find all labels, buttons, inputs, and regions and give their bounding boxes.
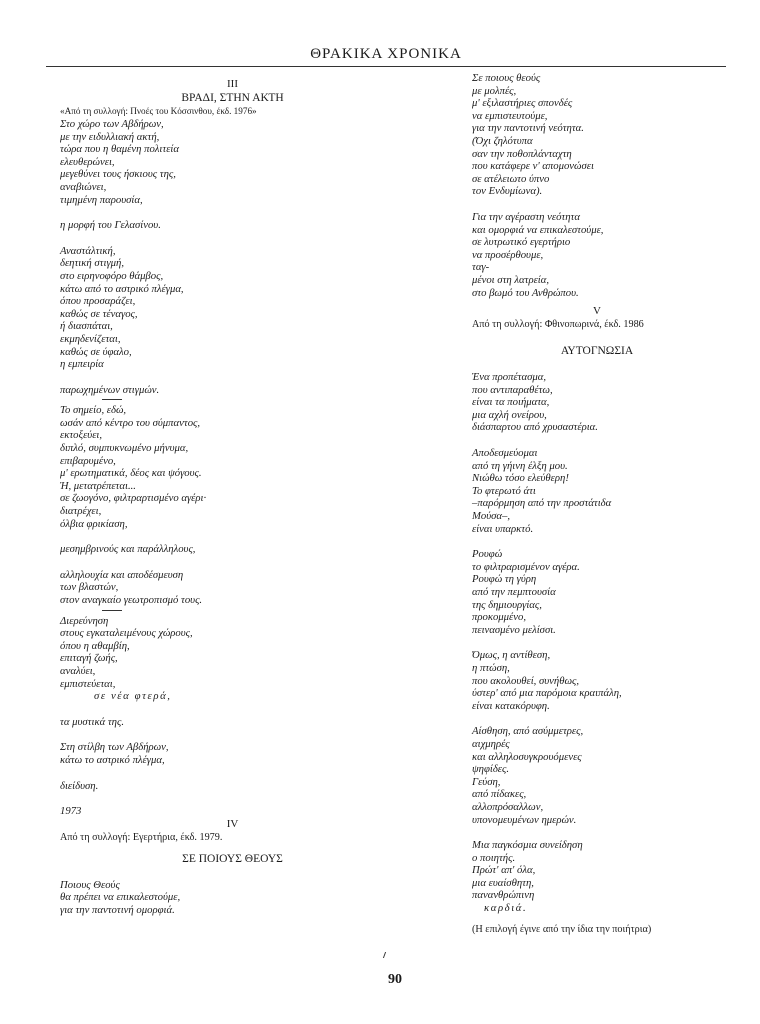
poem-source-iv: Από τη συλλογή: Εγερτήρια, έκδ. 1979. <box>60 831 223 843</box>
poem-line: (Όχι ζηλότυπα <box>472 134 533 147</box>
stanza-divider <box>102 399 122 400</box>
poem-line: τον Ενδυμίωνα). <box>472 185 543 198</box>
poem-line: Μια παγκόσμια συνείδηση <box>472 839 583 852</box>
poem-line: να εμπιστευτούμε, <box>472 109 548 122</box>
poem-line: εμπιστεύεται, <box>60 677 116 690</box>
poem-line: όπου προσαράζει, <box>60 295 136 308</box>
poem-line: από τη γήινη έλξη μου. <box>472 459 568 472</box>
poem-line: καρδιά. <box>484 902 528 915</box>
poem-line: ή διασπάται, <box>60 320 113 333</box>
poem-line: καθώς σε ύφαλο, <box>60 345 132 358</box>
poem-line: Ένα προπέτασμα, <box>472 371 547 384</box>
right-column <box>472 72 722 936</box>
poem-line: μια ευαίσθητη, <box>472 876 534 889</box>
poem-line: διείδυση. <box>60 779 99 792</box>
poem-line: με την ειδυλλιακή ακτή, <box>60 130 160 143</box>
poem-line: πανανθρώπινη <box>472 889 535 902</box>
section-numeral-v: V <box>593 305 601 318</box>
poem-line: Στη στίλβη των Αβδήρων, <box>60 741 169 754</box>
poem-line: υπονομευμένων ημερών. <box>472 813 577 826</box>
poem-line: Αίσθηση, από ασύμμετρες, <box>472 725 584 738</box>
poem-line: σε νέα φτερά, <box>94 690 172 703</box>
poem-line: πεινασμένο μελίσσι. <box>472 623 556 636</box>
poem-line: σε ατέλειωτο ύπνο <box>472 172 550 185</box>
poem-line: αλλοπρόσαλλων, <box>472 800 544 813</box>
poem-date: 1973 <box>60 805 82 818</box>
poem-title-bradi: ΒΡΑΔΙ, ΣΤΗΝ ΑΚΤΗ <box>181 92 284 104</box>
poem-line: εκμηδενίζεται, <box>60 332 121 345</box>
running-head: ΘΡΑΚΙΚΑ ΧΡΟΝΙΚΑ <box>310 46 462 62</box>
poem-line: τώρα που η θαμένη πολιτεία <box>60 143 180 156</box>
poem-line: Το σημείο, εδώ, <box>60 404 127 417</box>
poem-line: παρωχημένων στιγμών. <box>60 383 160 396</box>
poem-line: μ' εξιλαστήριες σπονδές <box>472 97 573 110</box>
poem-line: Για την αγέραστη νεότητα <box>472 210 580 223</box>
poem-line: Ρουφώ τη γύρη <box>472 573 537 586</box>
poem-line: αλληλουχία και αποδέσμευση <box>60 568 184 581</box>
poem-line: ύστερ' από μια παρόμοια κραιπάλη, <box>472 687 622 700</box>
poem-line: μεσημβρινούς και παράλληλους, <box>60 543 196 556</box>
poem-line: και αλληλοσυγκρουόμενες <box>472 750 582 763</box>
poem-line: που αντιπαραθέτω, <box>472 383 553 396</box>
poem-line: Ρουφώ <box>472 548 503 561</box>
header-rule <box>46 66 726 67</box>
poem-line: ο ποιητής. <box>472 851 516 864</box>
poem-line: για την παντοτινή νεότητα. <box>472 122 584 135</box>
poem-line: Όμως, η αντίθεση, <box>472 649 551 662</box>
section-numeral-iii: ΙΙΙ <box>227 78 238 90</box>
poem-line: μ' ερωτηματικά, δέος και ψόγους. <box>60 467 202 480</box>
poem-line: διπλό, συμπυκνωμένο μήνυμα, <box>60 442 189 455</box>
poem-line: σαν την ποθοπλάνταχτη <box>472 147 572 160</box>
poem-line: Διερεύνηση <box>60 614 109 627</box>
poem-line: σε ζωογόνο, φιλτραρτισμένο αγέρι· <box>60 492 207 505</box>
poem-line: είναι τα ποιήματα, <box>472 396 550 409</box>
poem-line: κάτω από το αστρικό πλέγμα, <box>60 282 184 295</box>
poem-line: είναι κατακόρυφη. <box>472 699 550 712</box>
poem-title-se-poious-theous: ΣΕ ΠΟΙΟΥΣ ΘΕΟΥΣ <box>182 852 283 865</box>
poem-line: που ακολουθεί, συνήθως, <box>472 674 580 687</box>
poem-line: ταγ- <box>472 261 490 274</box>
poem-line: Αναστάλτική, <box>60 244 116 257</box>
poem-line: στους εγκαταλειμένους χώρους, <box>60 627 193 640</box>
poem-line: Γεύση, <box>472 775 501 788</box>
page-number: 90 <box>388 972 402 987</box>
poem-line: της δημιουργίας, <box>472 598 542 611</box>
poem-line: και ομορφιά να επικαλεστούμε, <box>472 223 604 236</box>
poem-line: κάτω το αστρικό πλέγμα, <box>60 753 165 766</box>
poem-line: η εμπειρία <box>60 358 104 371</box>
poem-line: Στο χώρο των Αβδήρων, <box>60 118 164 130</box>
poem-line: επιταγή ζωής, <box>60 652 118 665</box>
poem-line: ελευθερώνει, <box>60 155 115 168</box>
poem-title-aftognosia: ΑΥΤΟΓΝΩΣΙΑ <box>560 345 634 358</box>
poem-line: επιβαρυμένο, <box>60 454 116 467</box>
poem-line: για την παντοτινή ομορφιά. <box>60 903 175 916</box>
poem-line: μια αχλή ονείρου, <box>472 408 547 421</box>
poem-line: καθώς σε τέναγος, <box>60 307 138 320</box>
poem-line: με μολπές, <box>472 84 517 97</box>
poem-line: από την πεμπτουσία <box>472 586 556 598</box>
poem-line: μεγεθύνει τους ήσκιους της, <box>60 168 176 181</box>
poem-source-v: Από τη συλλογή: Φθινοπωρινά, έκδ. 1986 <box>472 319 644 331</box>
poem-line: Μούσα–, <box>472 510 511 523</box>
poem-line: τιμημένη παρουσία, <box>60 193 143 206</box>
section-numeral-iv: IV <box>226 817 239 830</box>
poem-line: ωσάν από κέντρο του σύμπαντος, <box>60 416 201 429</box>
poem-line: δεητική στιγμή, <box>60 257 124 270</box>
stanza-divider <box>102 610 122 611</box>
poem-line: στο βωμό του Ανθρώπου. <box>472 286 579 299</box>
poem-line: θα πρέπει να επικαλεστούμε, <box>60 891 181 904</box>
poem-line: στον αναγκαίο γεωτροπισμό τους. <box>60 594 203 606</box>
poem-line: να προσέρθουμε, <box>472 248 544 261</box>
poem-line: Ή, μετατρέπεται... <box>60 479 136 492</box>
poem-line: διάσπαρτου από χρυσαστέρια. <box>472 421 598 434</box>
poem-line: Σε ποιους θεούς <box>472 72 541 84</box>
poem-line: Το φτερωτό άτι <box>472 484 536 497</box>
left-column <box>60 78 405 917</box>
poem-line: Αποδεσμεύομαι <box>472 447 538 460</box>
poem-line: το φιλτραρισμένον αγέρα. <box>472 560 580 573</box>
poem-line: όπου η αθαμβίη, <box>60 639 130 652</box>
poem-line: τα μυστικά της. <box>60 715 124 728</box>
poem-line: Ποιους Θεούς <box>60 878 120 891</box>
poem-line: διατρέχει, <box>60 505 102 518</box>
poem-line: Νιώθω τόσο ελεύθερη! <box>472 472 569 485</box>
poem-line: μένοι στη λατρεία, <box>472 273 550 286</box>
editorial-note: (Η επιλογή έγινε από την ίδια την ποιήτρια) <box>472 923 652 935</box>
poem-line: των βλαστών, <box>60 581 119 594</box>
poem-line: –παρόρμηση από την προστάτιδα <box>472 497 612 510</box>
poem-line: αναλύει, <box>60 664 96 677</box>
poem-line: στο ειρηνοφόρο θάμβος, <box>60 269 164 282</box>
poem-line: προκομμένο, <box>472 611 527 624</box>
print-mark <box>383 952 390 958</box>
poem-line: η πτώση, <box>472 661 510 674</box>
poem-source-iii: «Από τη συλλογή: Πνοές του Κόσσινθου, έκδ. 1976» <box>60 106 257 116</box>
poem-line: εκτοξεύει, <box>60 429 103 442</box>
poem-line: σε λυτρωτικό εγερτήριο <box>472 236 571 249</box>
poem-line: που κατάφερε ν' απομονώσει <box>472 160 594 173</box>
poem-line: η μορφή του Γελασίνου. <box>60 219 161 232</box>
poem-line: αιχμηρές <box>472 737 510 750</box>
poem-line: όλβια φρικίαση, <box>60 517 128 530</box>
poem-line: από πίδακες, <box>472 788 527 801</box>
poem-line: αναβιώνει, <box>60 180 107 193</box>
poem-line: Πρώτ' απ' όλα, <box>472 864 536 877</box>
poem-line: είναι υπαρκτό. <box>472 522 534 535</box>
poem-line: ψηφίδες. <box>472 763 510 776</box>
